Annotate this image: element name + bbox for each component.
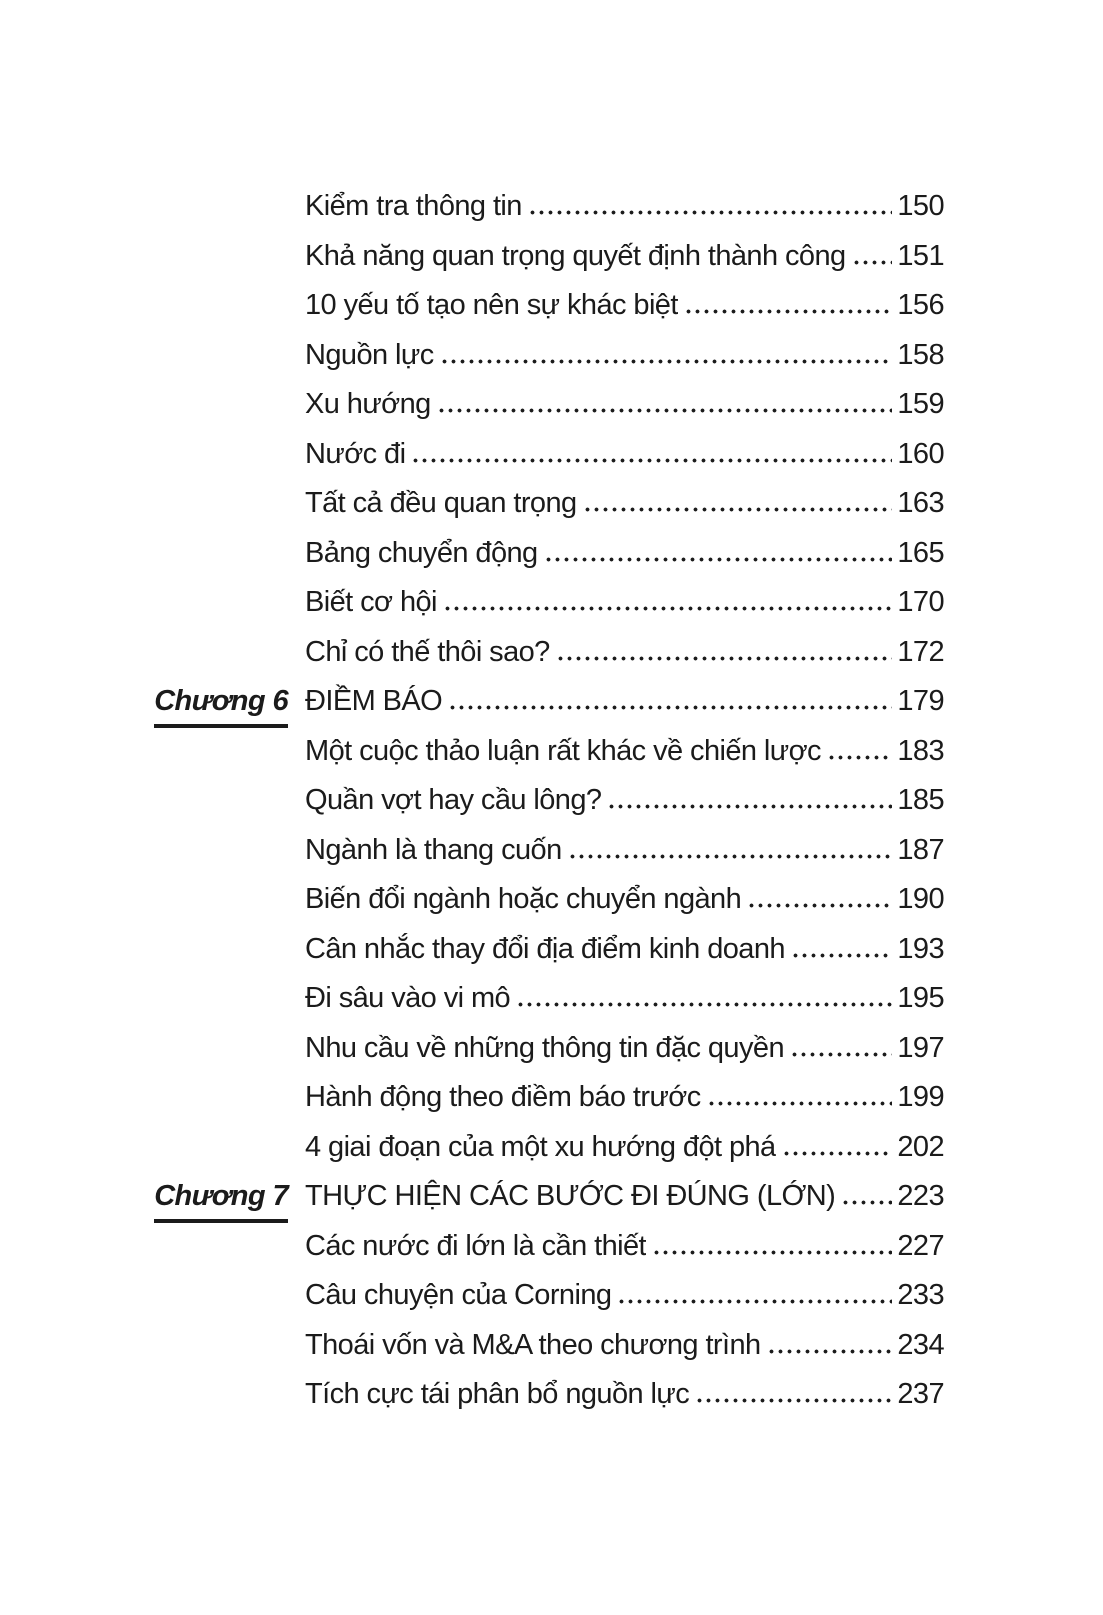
entry-title: Câu chuyện của Corning xyxy=(305,1279,612,1311)
entry-title: Cân nhắc thay đổi địa điểm kinh doanh xyxy=(305,932,785,965)
dot-leader xyxy=(782,1151,893,1156)
dot-leader xyxy=(568,854,893,859)
dot-leader xyxy=(556,656,893,661)
entry-page-number: 190 xyxy=(897,883,944,915)
entry-page-number: 187 xyxy=(897,833,944,866)
toc-entry xyxy=(305,981,944,1015)
entry-page-number: 237 xyxy=(897,1378,944,1410)
dot-leader xyxy=(747,903,892,908)
entry-page-number: 158 xyxy=(897,338,944,371)
entry-page-number: 160 xyxy=(897,437,944,470)
entry-title: ĐIỀM BÁO xyxy=(305,685,443,717)
entry-page-number: 159 xyxy=(897,388,944,420)
entry-title: Tất cả đều quan trọng xyxy=(305,487,577,519)
toc-entry xyxy=(305,635,944,669)
entry-title: Biết cơ hội xyxy=(305,586,437,618)
entry-title: 4 giai đoạn của một xu hướng đột phá xyxy=(305,1130,776,1163)
entry-title: Đi sâu vào vi mô xyxy=(305,982,511,1014)
entry-page-number: 156 xyxy=(897,289,944,321)
entry-page-number: 172 xyxy=(897,635,944,668)
dot-leader xyxy=(528,210,892,215)
toc-list xyxy=(154,0,944,1411)
dot-leader xyxy=(440,359,893,364)
dot-leader xyxy=(684,309,893,314)
entry-title: Thoái vốn và M&A theo chương trình xyxy=(305,1328,761,1361)
toc-entry xyxy=(305,387,944,421)
entry-page-number: 193 xyxy=(897,932,944,965)
chapter-label: Chương 7 xyxy=(154,1179,288,1223)
chapter-label: Chương 6 xyxy=(154,684,288,728)
toc-entry xyxy=(305,833,944,867)
dot-leader xyxy=(707,1101,893,1106)
dot-leader xyxy=(617,1299,892,1304)
toc-entry xyxy=(305,932,944,966)
toc-entry xyxy=(305,338,944,372)
toc-entry xyxy=(305,734,944,768)
entry-page-number: 183 xyxy=(897,734,944,767)
dot-leader xyxy=(827,755,892,760)
entry-title: Kiểm tra thông tin xyxy=(305,190,522,222)
dot-leader xyxy=(583,507,893,512)
toc-entry xyxy=(305,288,944,322)
entry-title: Hành động theo điềm báo trước xyxy=(305,1081,701,1113)
entry-title: Quần vợt hay cầu lông? xyxy=(305,784,602,816)
entry-title: Khả năng quan trọng quyết định thành công xyxy=(305,239,846,272)
entry-page-number: 165 xyxy=(897,536,944,569)
entry-page-number: 202 xyxy=(897,1130,944,1163)
dot-leader xyxy=(791,953,892,958)
entry-title: THỰC HIỆN CÁC BƯỚC ĐI ĐÚNG (LỚN) xyxy=(305,1180,836,1212)
entry-title: Nguồn lực xyxy=(305,338,434,371)
dot-leader xyxy=(841,1200,892,1205)
dot-leader xyxy=(695,1398,892,1403)
toc-entry xyxy=(305,1278,944,1312)
toc-entry xyxy=(305,239,944,273)
toc-entry xyxy=(154,1179,944,1213)
entry-page-number: 234 xyxy=(897,1328,944,1361)
dot-leader xyxy=(790,1052,892,1057)
entry-page-number: 150 xyxy=(897,190,944,222)
toc-entry xyxy=(305,1229,944,1263)
entry-page-number: 199 xyxy=(897,1081,944,1113)
entry-page-number: 163 xyxy=(897,487,944,519)
toc-entry xyxy=(305,437,944,471)
toc-entry xyxy=(305,1328,944,1362)
dot-leader xyxy=(448,705,892,710)
dot-leader xyxy=(607,804,892,809)
toc-entry xyxy=(305,1377,944,1411)
entry-title: Tích cực tái phân bổ nguồn lực xyxy=(305,1378,690,1410)
dot-leader xyxy=(437,408,893,413)
entry-page-number: 195 xyxy=(897,982,944,1014)
entry-title: Các nước đi lớn là cần thiết xyxy=(305,1229,647,1262)
dot-leader xyxy=(767,1349,893,1354)
toc-entry xyxy=(305,1130,944,1164)
dot-leader xyxy=(516,1002,892,1007)
entry-page-number: 170 xyxy=(897,586,944,618)
entry-title: Xu hướng xyxy=(305,388,431,420)
entry-title: Nước đi xyxy=(305,437,406,470)
entry-title: 10 yếu tố tạo nên sự khác biệt xyxy=(305,289,678,321)
toc-entry xyxy=(305,536,944,570)
entry-title: Biến đổi ngành hoặc chuyển ngành xyxy=(305,883,742,915)
dot-leader xyxy=(852,260,893,265)
toc-entry xyxy=(305,1080,944,1114)
toc-entry xyxy=(305,189,944,223)
dot-leader xyxy=(443,606,892,611)
toc-entry xyxy=(305,585,944,619)
entry-page-number: 179 xyxy=(897,685,944,717)
entry-page-number: 185 xyxy=(897,784,944,816)
toc-entry xyxy=(154,684,944,718)
entry-title: Một cuộc thảo luận rất khác về chiến lược xyxy=(305,734,821,767)
entry-title: Ngành là thang cuốn xyxy=(305,833,562,866)
entry-page-number: 227 xyxy=(897,1229,944,1262)
entry-page-number: 151 xyxy=(897,239,944,272)
dot-leader xyxy=(411,458,892,463)
entry-title: Bảng chuyển động xyxy=(305,536,538,569)
dot-leader xyxy=(544,557,893,562)
entry-page-number: 233 xyxy=(897,1279,944,1311)
entry-title: Nhu cầu về những thông tin đặc quyền xyxy=(305,1031,785,1064)
dot-leader xyxy=(652,1250,892,1255)
toc-entry xyxy=(305,486,944,520)
entry-page-number: 197 xyxy=(897,1031,944,1064)
entry-title: Chỉ có thế thôi sao? xyxy=(305,635,550,668)
toc-entry xyxy=(305,783,944,817)
toc-entry xyxy=(305,882,944,916)
entry-page-number: 223 xyxy=(897,1180,944,1212)
toc-entry xyxy=(305,1031,944,1065)
